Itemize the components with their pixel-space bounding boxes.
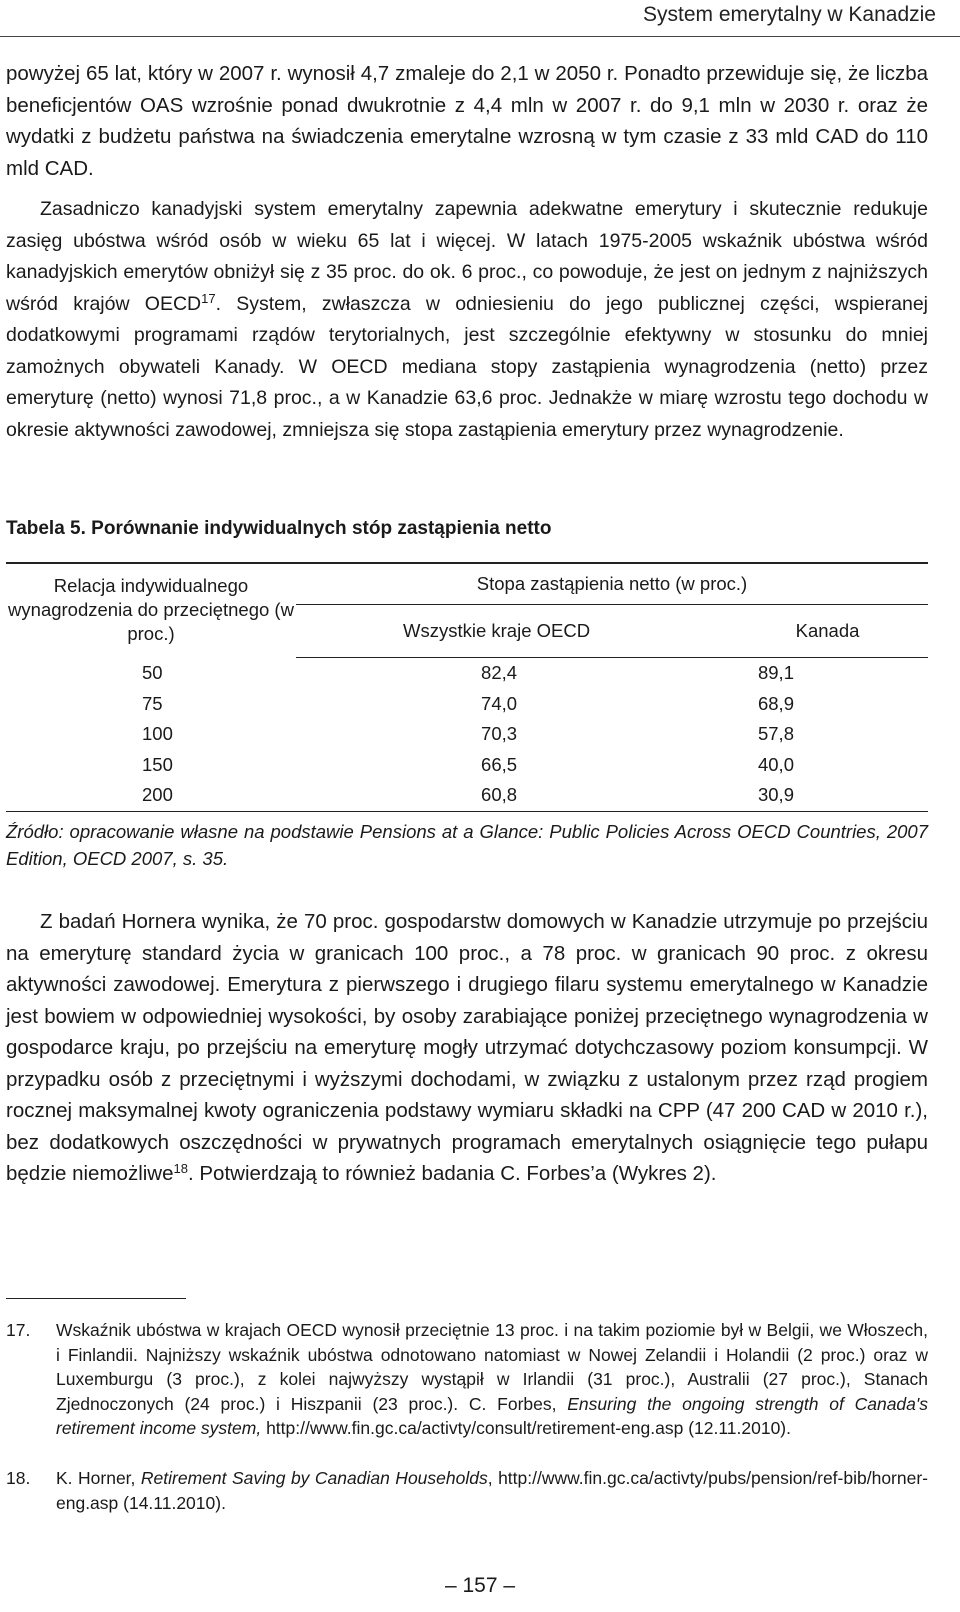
replacement-rate-table bbox=[6, 562, 928, 812]
running-header: System emerytalny w Kanadzie bbox=[643, 3, 936, 26]
footnote-17 bbox=[6, 1318, 928, 1441]
table-row bbox=[6, 658, 928, 689]
paragraph-2 bbox=[6, 194, 928, 446]
footnote-text-a: K. Horner, bbox=[56, 1468, 141, 1488]
cell-relation: 75 bbox=[142, 692, 163, 714]
table-row bbox=[6, 750, 928, 781]
cell-canada: 89,1 bbox=[757, 662, 794, 684]
cell-relation: 50 bbox=[142, 662, 163, 683]
footnote-ref-18[interactable]: 18 bbox=[173, 1161, 188, 1176]
paragraph-3-text-b: . Potwierdzają to również badania C. Forbes’a (Wykres 2). bbox=[187, 1162, 717, 1185]
cell-canada: 40,0 bbox=[757, 753, 794, 775]
paragraph-2-text-b: . System, zwłaszcza w odniesieniu do jego publicznej części, wspieranej dodatkowymi programami rządów terytorialnych, jest szczególnie efektywny w stosunku do mniej zamożnych obywateli Kanady. W OECD mediana stopy zastąpienia wynagrodzenia (netto) przez emeryturę (netto) wynosi 71,8 proc., a w Kanadzie 63,6 proc. Jednakże w miarę wzrostu tego dochodu w okresie aktywności zawodowej, zmniejsza się stopa zastąpienia emerytury przez wynagrodzenie. bbox=[6, 292, 928, 441]
footnote-title: Ensuring the ongoing strength of Canada's retirement income system, bbox=[56, 1393, 928, 1438]
col-header-canada: Kanada bbox=[658, 605, 928, 658]
table-row bbox=[6, 689, 928, 720]
footnote-number: 18. bbox=[6, 1468, 31, 1488]
table-row bbox=[6, 719, 928, 750]
table-source-note: Źródło: opracowanie własne na podstawie Pensions at a Glance: Public Policies Across OECD Countries, 2007 Edition, OECD 2007, s. 35. bbox=[6, 821, 928, 869]
cell-oecd: 60,8 bbox=[296, 780, 658, 811]
footnote-text bbox=[56, 1466, 928, 1515]
table-title: Tabela 5. Porównanie indywidualnych stóp zastąpienia netto bbox=[6, 518, 552, 539]
footnote-number: 17. bbox=[6, 1320, 31, 1340]
paragraph-2-text-a: Zasadniczo kanadyjski system emerytalny zapewnia adekwatne emerytury i skutecznie redukuje zasięg ubóstwa wśród osób w wieku 65 lat i więcej. W latach 1975-2005 wskaźnik ubóstwa wśród kanadyjskich emerytów obniżył się z 35 proc. do ok. 6 proc., co powoduje, że jest on jednym z najniższych wśród krajów OECD bbox=[6, 198, 928, 315]
footnote-text bbox=[56, 1318, 928, 1441]
cell-oecd: 74,0 bbox=[481, 692, 518, 714]
col-header-group: Stopa zastąpienia netto (w proc.) bbox=[296, 563, 928, 605]
col-header-relation: Relacja indywidualnego wynagrodzenia do przeciętnego (w proc.) bbox=[8, 574, 294, 644]
cell-canada: 57,8 bbox=[757, 723, 794, 745]
footnote-link[interactable]: http://www.fin.gc.ca/activty/consult/retirement-eng.asp (12.11.2010). bbox=[261, 1418, 791, 1438]
footnote-18 bbox=[6, 1466, 928, 1515]
cell-canada: 30,9 bbox=[658, 780, 928, 811]
table-row bbox=[6, 780, 928, 811]
paragraph-3 bbox=[6, 906, 928, 1190]
col-header-oecd: Wszystkie kraje OECD bbox=[296, 605, 658, 658]
paragraph-1: powyżej 65 lat, który w 2007 r. wynosił 4,7 zmaleje do 2,1 w 2050 r. Ponadto przewiduje się, że liczba beneficjentów OAS wzrośnie ponad dwukrotnie z 4,4 mln w 2007 r. do 9,1 mln w 2030 r. oraz że wydatki z budżetu państwa na świadczenia emerytalne wzrosną w tym czasie z 33 mld CAD do 110 mld CAD. bbox=[6, 62, 928, 180]
footnote-rule bbox=[6, 1298, 186, 1299]
footnote-title: Retirement Saving by Canadian Households bbox=[140, 1468, 488, 1488]
footnote-ref-17[interactable]: 17 bbox=[201, 290, 216, 306]
cell-canada: 68,9 bbox=[757, 692, 794, 714]
cell-relation: 150 bbox=[142, 753, 173, 775]
cell-relation: 100 bbox=[142, 723, 173, 745]
page-number: – 157 – bbox=[444, 1574, 516, 1597]
header-rule bbox=[0, 36, 960, 37]
cell-relation: 200 bbox=[6, 780, 296, 811]
footnote-text-a: Wskaźnik ubóstwa w krajach OECD wynosił przeciętnie 13 proc. i na takim poziomie był w Belgii, we Włoszech, i Finlandii. Najniższy wskaźnik ubóstwa odnotowano natomiast w Nowej Zelandii i Holandii (2 proc.) oraz w Luxemburgu (3 proc.), z kolei najwyższy wystąpił w Irlandii (31 proc.), Australii (27 proc.), Stanach Zjednoczonych (24 proc.) i Hiszpanii (23 proc.). C. Forbes, bbox=[56, 1320, 928, 1414]
paragraph-3-text-a: Z badań Hornera wynika, że 70 proc. gospodarstw domowych w Kanadzie utrzymuje po przejściu na emeryturę standard życia w granicach 100 proc., a 78 proc. w granicach 90 proc. z okresu aktywności zawodowej. Emerytura z pierwszego i drugiego filaru systemu emerytalnego w Kanadzie jest bowiem w odpowiedniej wysokości, by osoby zarabiające poniżej przeciętnego wynagrodzenia w gospodarce kraju, po przejściu na emeryturę mogły utrzymać dotychczasowy poziom konsumpcji. W przypadku osób z przeciętnymi i wyższymi dochodami, w związku z ustalonym przez rząd progiem rocznej maksymalnej kwoty ograniczenia podstawy wymiaru składki na CPP (47 200 CAD w 2010 r.), bez dodatkowych oszczędności w prywatnych programach emerytalnych osiągnięcie tego pułapu będzie niemożliwe bbox=[6, 910, 928, 1185]
cell-oecd: 82,4 bbox=[481, 662, 518, 684]
footnote-link[interactable]: , http://www.fin.gc.ca/activty/pubs/pension/ref-bib/horner-eng.asp (14.11.2010). bbox=[56, 1468, 929, 1513]
cell-oecd: 70,3 bbox=[481, 723, 518, 745]
cell-oecd: 66,5 bbox=[481, 753, 518, 775]
